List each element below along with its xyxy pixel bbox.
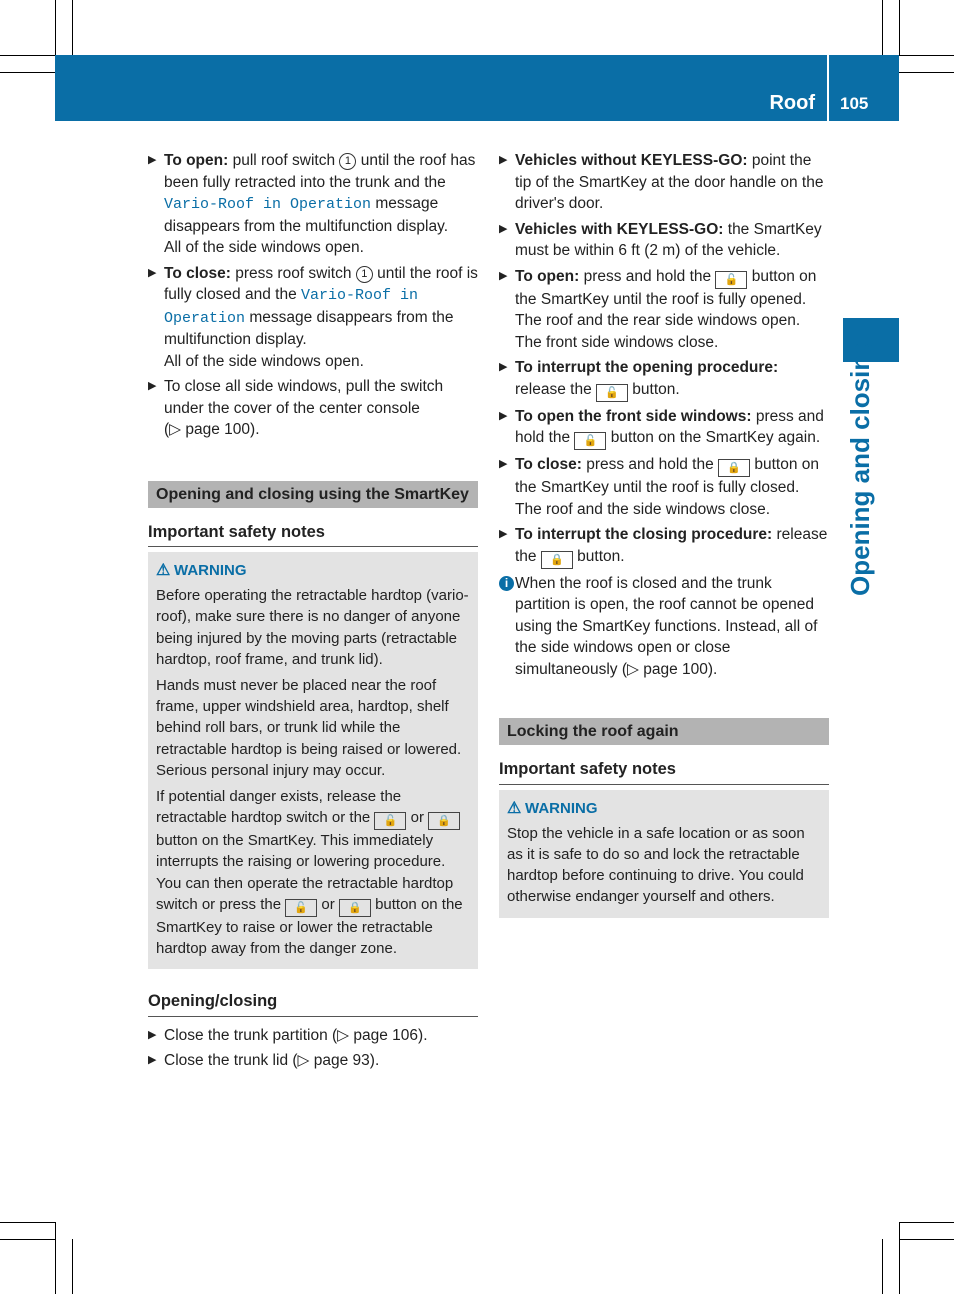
bullet-arrow-icon: ▶ (499, 222, 508, 235)
crop-mark (0, 72, 55, 73)
warning-label: WARNING (174, 562, 247, 579)
step-text: To close all side windows, pull the switch under the cover of the center console (164, 378, 444, 417)
warning-paragraph: Before operating the retractable hardtop (vario-roof), make sure there is no danger of anyone being injured by the moving parts (retractable hardtop, roof frame, and trunk lid). (156, 587, 469, 668)
lock-icon: 🔒 (428, 812, 460, 830)
crop-mark (899, 1239, 954, 1240)
crop-mark (899, 55, 954, 56)
step-text: press roof switch (230, 264, 356, 282)
instruction-step (148, 263, 478, 373)
step-text: point the tip of the SmartKey at the door handle on the driver's door. (515, 152, 824, 212)
right-column (499, 150, 829, 918)
crop-mark (72, 0, 73, 55)
bullet-arrow-icon: ▶ (499, 361, 508, 373)
instruction-step (499, 406, 829, 451)
bullet-arrow-icon: ▶ (148, 1054, 157, 1067)
crop-mark (55, 0, 56, 55)
unlock-icon: 🔓 (285, 899, 317, 917)
crop-mark (55, 1222, 56, 1294)
step-label: To close: (164, 264, 231, 282)
step-text: pull roof switch (228, 152, 340, 169)
bullet-arrow-icon: ▶ (148, 1028, 157, 1041)
step-text: button on the SmartKey again. (606, 429, 821, 446)
step-label: To interrupt the closing procedure: (515, 526, 773, 543)
crop-mark (899, 72, 954, 73)
step-text: release the (515, 380, 596, 398)
warning-box (148, 552, 478, 969)
step-label: To close: (515, 456, 582, 473)
crop-mark (899, 1222, 900, 1294)
unlock-icon: 🔓 (574, 432, 606, 450)
header-separator (827, 55, 829, 121)
warning-paragraph: Stop the vehicle in a safe location or as soon as it is safe to do so and lock the retractable hardtop before continuing to drive. You could otherwise endanger yourself and others. (507, 824, 805, 906)
step-text: button on the SmartKey until the roof is fully opened. (515, 267, 817, 308)
warning-text: button on the SmartKey to raise or lower the retractable hardtop away from the danger zone. (156, 895, 463, 958)
lock-icon: 🔒 (541, 551, 573, 569)
bullet-arrow-icon: ▶ (499, 458, 508, 470)
step-text: button on the SmartKey until the roof is fully closed. (515, 456, 819, 496)
bullet-arrow-icon: ▶ (499, 154, 508, 166)
crop-mark (899, 0, 900, 55)
info-text: When the roof is closed and the trunk partition is open, the roof cannot be opened using the SmartKey functions. Instead, all of the side windows open or close simultaneously (▷ page 100). (515, 574, 818, 678)
crop-mark (72, 1239, 73, 1294)
step-result: All of the side windows open. (164, 352, 364, 370)
step-label: To interrupt the opening procedure: (515, 359, 779, 376)
instruction-step (148, 1025, 478, 1047)
step-text: button. (572, 547, 625, 565)
step-result: The roof and the side windows close. (515, 500, 771, 518)
warning-text: or (406, 809, 429, 827)
roof-switch-number-icon: 1 (339, 153, 356, 170)
warning-title (507, 798, 821, 819)
page-number: 105 (840, 94, 869, 113)
instruction-step (148, 150, 478, 259)
instruction-step (499, 150, 829, 215)
info-icon: i (499, 576, 514, 591)
info-note (499, 573, 829, 681)
step-result: The roof and the rear side windows open. The front side windows close. (515, 312, 801, 351)
crop-mark (0, 1239, 55, 1240)
step-text: press and hold the (579, 267, 716, 285)
unlock-icon: 🔓 (596, 384, 628, 402)
unlock-icon: 🔓 (715, 271, 747, 289)
warning-icon: ⚠ (156, 562, 171, 579)
crop-mark (882, 0, 883, 55)
step-label: To open: (515, 267, 580, 285)
instruction-step (499, 266, 829, 354)
side-tab-title: Opening and closing (845, 338, 875, 596)
lock-icon: 🔒 (718, 459, 750, 477)
step-text: Close the trunk partition (▷ page 106). (164, 1026, 428, 1044)
step-text: Close the trunk lid (▷ page 93). (164, 1052, 380, 1070)
step-text: release the (515, 526, 828, 565)
step-text: until the roof has been fully retracted into the trunk and the (164, 152, 476, 191)
subsection-heading: Opening/closing (148, 991, 478, 1017)
bullet-arrow-icon: ▶ (148, 380, 157, 392)
step-text: message disappears from the multifunction display. (164, 195, 449, 235)
step-text: until the roof is fully closed and the (164, 264, 478, 303)
step-text: press and hold the (581, 456, 719, 473)
section-heading: Opening and closing using the SmartKey (148, 481, 478, 508)
instruction-step (148, 1050, 478, 1072)
bullet-arrow-icon: ▶ (148, 266, 157, 279)
warning-icon: ⚠ (507, 799, 522, 817)
warning-text: If potential danger exists, release the retractable hardtop switch or the (156, 788, 402, 827)
step-text: press and hold the (515, 407, 824, 446)
warning-paragraph: Hands must never be placed near the roof frame, upper windshield area, hardtop, shelf behind roll bars, or trunk lid while the retractable hardtop is being raised or lowered. Serious personal injury may occur. (156, 677, 462, 779)
warning-paragraph (156, 786, 470, 959)
instruction-step (499, 219, 829, 262)
subsection-heading: Important safety notes (499, 759, 829, 785)
section-heading: Locking the roof again (499, 718, 829, 745)
instruction-step (499, 357, 829, 402)
bullet-arrow-icon: ▶ (499, 409, 508, 422)
lock-icon: 🔒 (339, 899, 371, 917)
warning-title (156, 560, 470, 581)
unlock-icon: 🔓 (374, 812, 406, 830)
step-result: All of the side windows open. (164, 239, 364, 256)
page-reference: (▷ page 100). (164, 421, 260, 438)
warning-label: WARNING (525, 799, 598, 817)
warning-text: or (317, 895, 339, 913)
bullet-arrow-icon: ▶ (499, 528, 508, 540)
bullet-arrow-icon: ▶ (499, 269, 508, 282)
header-section-title: Roof (769, 92, 815, 114)
step-label: To open the front side windows: (515, 407, 752, 425)
crop-mark (0, 1222, 55, 1223)
crop-mark (899, 1222, 954, 1223)
roof-switch-number-icon: 1 (356, 266, 373, 283)
subsection-heading: Important safety notes (148, 522, 478, 548)
instruction-step (148, 376, 478, 441)
warning-box (499, 790, 829, 918)
step-label: Vehicles with KEYLESS-GO: (515, 220, 724, 238)
crop-mark (0, 55, 55, 56)
left-column (148, 150, 478, 1076)
step-text: button. (628, 380, 680, 398)
step-text: message disappears from the multifunction display. (164, 308, 454, 348)
step-label: To open: (164, 152, 229, 169)
bullet-arrow-icon: ▶ (148, 154, 157, 166)
display-message: Vario-Roof in Operation (164, 287, 419, 327)
instruction-step (499, 454, 829, 520)
warning-text: button on the SmartKey. This immediately interrupts the raising or lowering procedure. You can then operate the retractable hardtop switch or press the (156, 832, 454, 913)
crop-mark (882, 1239, 883, 1294)
display-message: Vario-Roof in Operation (164, 196, 372, 213)
step-label: Vehicles without KEYLESS-GO: (515, 152, 748, 169)
step-text: the SmartKey must be within 6 ft (2 m) of the vehicle. (515, 220, 822, 259)
instruction-step (499, 524, 829, 569)
